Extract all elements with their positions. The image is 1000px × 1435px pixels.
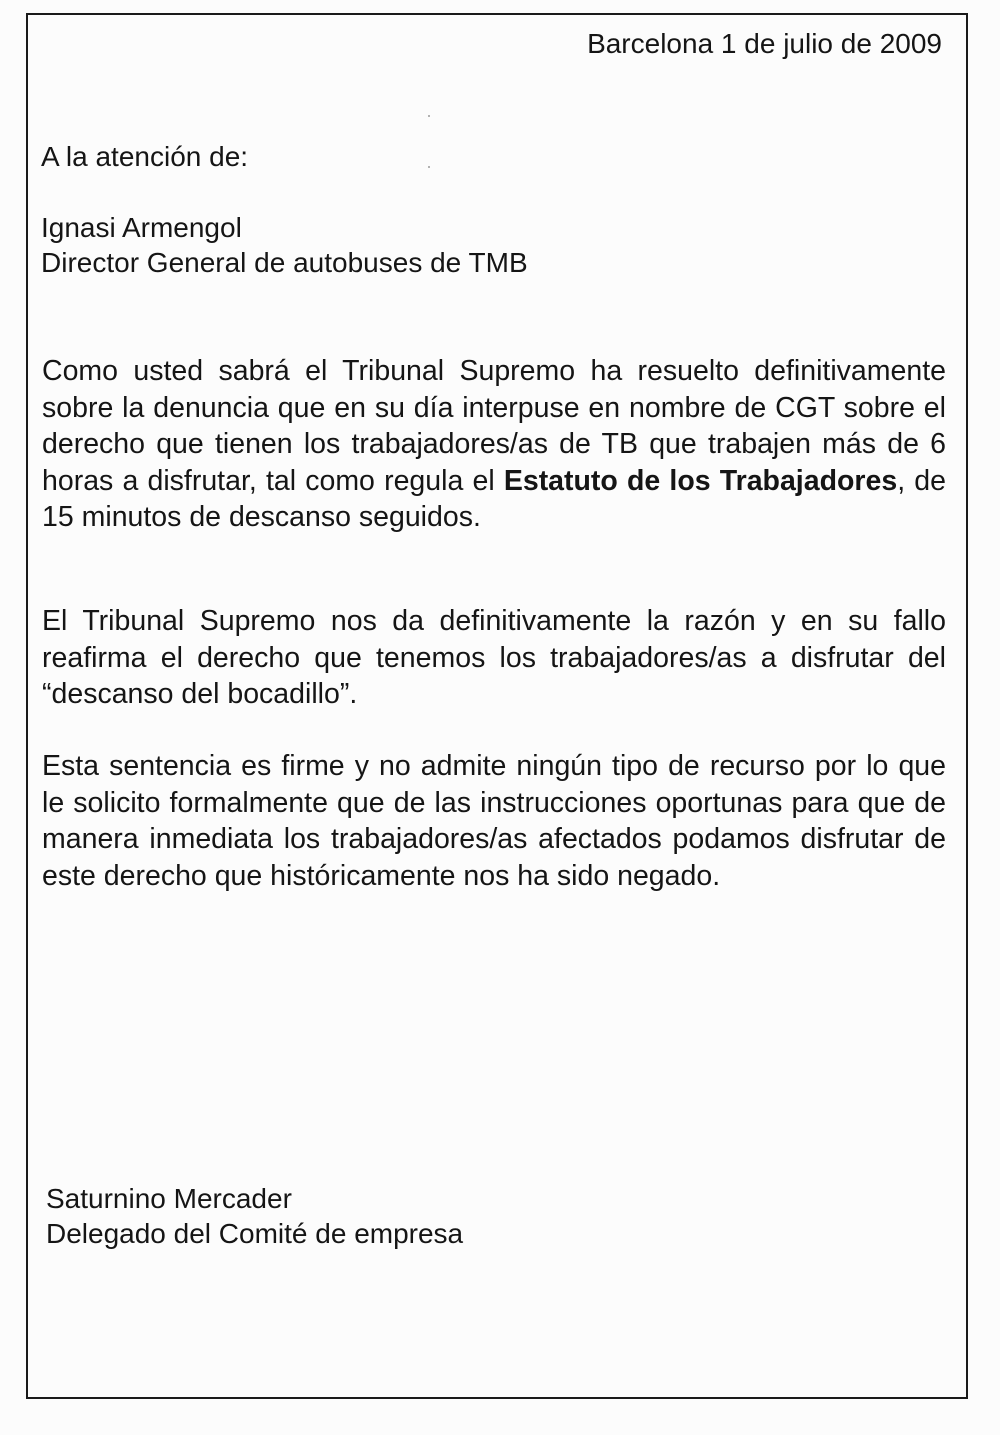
recipient-title: Director General de autobuses de TMB — [41, 247, 528, 278]
paragraph-1 — [42, 353, 946, 536]
attention-line: A la atención de: — [41, 141, 249, 172]
scan-speck — [428, 115, 430, 117]
scan-speck — [428, 166, 430, 168]
paragraph-3: Esta sentencia es firme y no admite ningún tipo de recurso por lo que le solicito formalmente que de las instrucciones oportunas para que de manera inmediata los trabajadores/as afectados podamos disfrutar de este derecho que históricamente nos ha sido negado. — [42, 750, 946, 892]
paragraph-1-text-b: , de 15 minutos de descanso seguidos. — [42, 464, 946, 533]
paragraph-2: El Tribunal Supremo nos da definitivamente la razón y en su fallo reafirma el derecho que tenemos los trabajadores/as a disfrutar del “descanso del bocadillo”. — [42, 605, 946, 710]
signature-title: Delegado del Comité de empresa — [46, 1218, 464, 1249]
paragraph-1-text-a: Como usted sabrá el Tribunal Supremo ha resuelto definitivamente sobre la denuncia que en su día interpuse en nombre de CGT sobre el derecho que tienen los trabajadores/as de TB que trabajen más de 6 horas a disfrutar, tal como regula el — [42, 355, 946, 497]
recipient-name: Ignasi Armengol — [41, 212, 242, 243]
signature-name: Saturnino Mercader — [46, 1183, 292, 1214]
letter-date: Barcelona 1 de julio de 2009 — [587, 28, 942, 59]
paragraph-1-bold-statute: Estatuto de los Trabajadores — [503, 464, 898, 497]
